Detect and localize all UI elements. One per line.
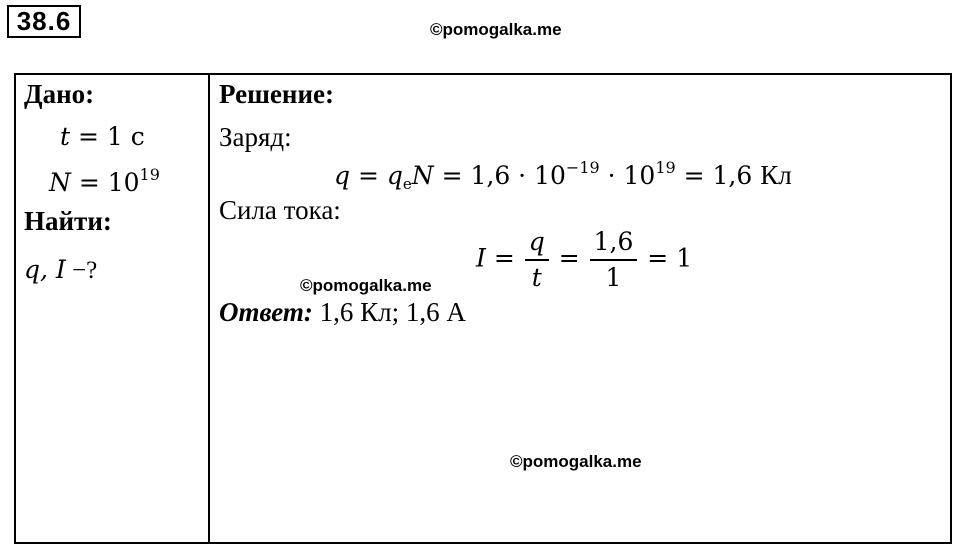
formula-part: = 1,6 · 10 [433,161,566,190]
time-value: = 1 с [78,122,145,151]
fraction-denominator: t [531,263,542,292]
given-heading: Дано: [24,79,95,109]
find-heading: Найти: [24,206,112,236]
find-question: −? [65,257,98,284]
find-variables: q, I [24,255,66,284]
watermark: ©pomogalka.me [510,452,642,471]
formula-equals: = [485,243,523,273]
formula-result: = 1,6 [675,161,761,190]
answer-text: 1,6 Кл; 1,6 А [312,297,466,327]
exponent-positive: 19 [655,158,676,177]
count-symbol: N [411,161,434,190]
electron-charge-symbol: q [386,161,403,190]
solution-heading: Решение: [219,79,334,109]
formula-equals: = [350,161,387,190]
fraction-q-over-t [525,225,549,295]
charge-label: Заряд: [219,122,292,152]
formula-part: · 10 [599,161,656,190]
column-divider [208,75,210,542]
electron-subscript: e [402,175,412,193]
given-count [49,165,160,197]
formula-result: = 1 [639,243,693,273]
fraction-values [590,225,638,295]
fraction-numerator: 1,6 [590,225,638,261]
count-value: = 10 [78,168,140,197]
current-label: Сила тока: [219,195,341,225]
answer [219,297,466,328]
formula-equals: = [550,243,588,273]
charge-formula [334,158,792,193]
current-symbol: I [476,243,486,273]
fraction-numerator: q [525,225,549,261]
count-exponent: 19 [139,165,160,184]
fraction-denominator: 1 [605,263,622,292]
answer-label: Ответ: [219,297,313,327]
watermark: ©pomogalka.me [430,20,562,39]
current-formula [476,225,692,295]
problem-number: 38.6 [7,5,81,38]
time-variable: t [60,122,71,151]
given-time [60,122,145,151]
watermark: ©pomogalka.me [300,276,432,295]
find-line [24,255,97,285]
count-variable: N [49,168,71,197]
exponent-negative: −19 [565,158,600,177]
charge-symbol: q [334,161,351,190]
solution-table [14,73,952,544]
charge-unit: Кл [760,160,792,190]
